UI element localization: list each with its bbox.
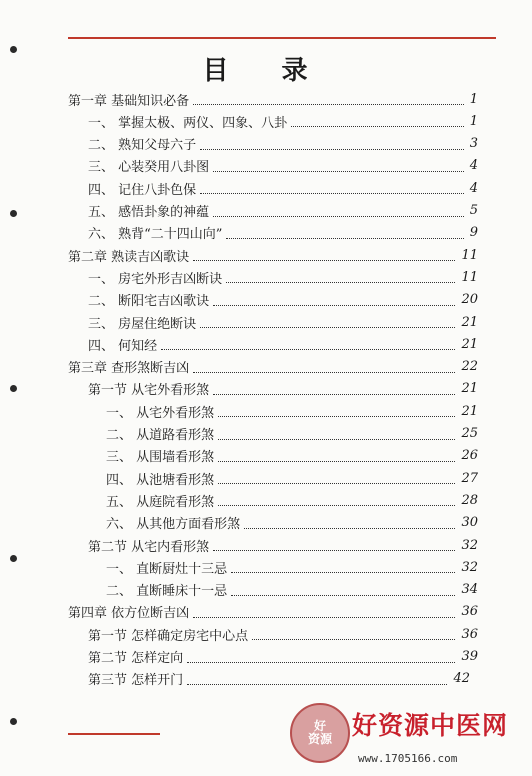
toc-leader-dots: [193, 616, 455, 618]
toc-entry: [106, 579, 478, 601]
toc-entry-label: 二、 从道路看形煞: [106, 428, 215, 443]
toc-entry: [106, 423, 478, 445]
toc-leader-dots: [213, 304, 455, 306]
toc-entry: [88, 378, 478, 400]
bottom-rule: [68, 733, 160, 735]
toc-entry-page: 27: [461, 470, 478, 486]
toc-entry: [68, 356, 478, 378]
toc-leader-dots: [226, 237, 463, 239]
toc-leader-dots: [200, 148, 464, 150]
toc-leader-dots: [193, 371, 455, 373]
binding-hole: [10, 385, 17, 392]
toc-entry-label: 一、 直断厨灶十三忌: [106, 561, 228, 577]
toc-entry-page: 21: [461, 381, 478, 397]
toc-entry: [106, 512, 478, 534]
toc-entry-page: 25: [461, 426, 478, 441]
toc-entry-label: 第一节 从宅外看形煞: [88, 383, 210, 399]
toc-entry-label: 三、 从围墙看形煞: [106, 450, 215, 466]
toc-entry-label: 第一节 怎样确定房宅中心点: [88, 628, 249, 644]
toc-entry-label: 三、 房屋住绝断诀: [88, 316, 197, 332]
toc-leader-dots: [187, 683, 447, 685]
toc-entry-label: 五、 感悟卦象的神蕴: [88, 205, 210, 220]
toc-entry: [106, 400, 478, 422]
toc-entry-page: 32: [461, 537, 478, 553]
toc-entry-page: 22: [461, 359, 478, 375]
toc-entry-page: 32: [461, 559, 478, 575]
toc-entry: [88, 222, 478, 244]
toc-entry: [88, 133, 478, 155]
toc-leader-dots: [187, 661, 455, 663]
toc-entry-page: 4: [469, 180, 478, 196]
toc-entry: [88, 623, 478, 645]
toc-entry-label: 第三章 查形煞断吉凶: [68, 361, 190, 377]
toc-leader-dots: [200, 192, 464, 194]
binding-hole: [10, 555, 17, 562]
toc-entry-label: 第一章 基础知识必备: [68, 93, 190, 109]
toc-entry-page: 11: [461, 269, 478, 285]
toc-leader-dots: [218, 504, 455, 506]
toc-leader-dots: [161, 348, 455, 350]
toc-entry-label: 第四章 依方位断吉凶: [68, 606, 190, 622]
toc-entry-page: 21: [461, 314, 478, 330]
toc-entry-page: 4: [469, 158, 478, 174]
toc-leader-dots: [231, 594, 455, 596]
toc-entry-page: 20: [461, 292, 478, 308]
toc-entry-label: 第三节 怎样开门: [88, 673, 184, 689]
toc-entry-page: 42: [453, 671, 470, 687]
toc-entry-page: 36: [461, 626, 478, 642]
toc-leader-dots: [213, 549, 455, 551]
toc-entry: [88, 200, 478, 222]
toc-leader-dots: [200, 326, 455, 328]
toc-entry: [88, 289, 478, 311]
toc-leader-dots: [218, 438, 455, 440]
toc-entry: [106, 489, 478, 511]
toc-entry: [106, 556, 478, 578]
toc-entry: [88, 110, 478, 132]
toc-entry-label: 第二章 熟读吉凶歌诀: [68, 249, 190, 265]
toc-entry-label: 六、 从其他方面看形煞: [106, 517, 241, 533]
toc-leader-dots: [218, 415, 455, 417]
top-rule: [68, 37, 496, 39]
toc-leader-dots: [193, 103, 464, 105]
toc-leader-dots: [213, 170, 464, 172]
toc-entry-label: 四、 记住八卦色保: [88, 182, 197, 198]
toc-leader-dots: [213, 393, 455, 395]
toc-leader-dots: [231, 571, 455, 573]
toc-entry-page: 28: [461, 492, 478, 508]
toc-entry-page: 36: [461, 604, 478, 620]
toc-leader-dots: [218, 460, 455, 462]
toc-entry-page: 26: [461, 448, 478, 464]
toc-entry-label: 一、 掌握太极、两仪、四象、八卦: [88, 115, 288, 131]
toc-leader-dots: [252, 638, 455, 640]
toc-entry-page: 9: [469, 225, 478, 241]
watermark-seal: 好 资源: [290, 703, 350, 763]
toc-entry-page: 1: [469, 91, 478, 107]
toc-entry: [88, 177, 478, 199]
toc-entry-page: 34: [461, 582, 478, 598]
toc-leader-dots: [291, 125, 464, 127]
toc-entry-page: 21: [461, 403, 478, 419]
toc-entry-label: 四、 何知经: [88, 338, 158, 354]
toc-entry: [88, 646, 478, 668]
page-title: 目 录: [202, 56, 330, 86]
toc-entry: [68, 601, 478, 623]
toc-entry-page: 5: [469, 203, 478, 218]
toc-entry-page: 1: [469, 113, 478, 129]
toc-entry-label: 第二节 从宅内看形煞: [88, 539, 210, 555]
toc-leader-dots: [244, 527, 455, 529]
toc-entry: [88, 266, 478, 288]
toc-entry-label: 三、 心装癸用八卦图: [88, 160, 210, 176]
toc-entry: [88, 534, 478, 556]
toc-leader-dots: [213, 215, 464, 217]
toc-entry: [88, 155, 478, 177]
binding-hole: [10, 210, 17, 217]
toc-entry-page: 39: [461, 649, 478, 664]
binding-hole: [10, 718, 17, 725]
toc-entry-label: 第二节 怎样定向: [88, 651, 184, 666]
toc-entry: [88, 333, 478, 355]
toc-leader-dots: [226, 281, 455, 283]
toc-entry-label: 二、 直断睡床十一忌: [106, 584, 228, 600]
toc-entry: [88, 311, 478, 333]
toc-entry-label: 一、 房宅外形吉凶断诀: [88, 271, 223, 287]
toc-entry-label: 五、 从庭院看形煞: [106, 494, 215, 510]
toc-entry-label: 六、 熟背“二十四山向”: [88, 227, 223, 243]
toc-entry-label: 二、 断阳宅吉凶歌诀: [88, 294, 210, 310]
toc-entry-page: 3: [469, 136, 478, 152]
toc-entry-page: 30: [461, 515, 478, 531]
toc-entry: [68, 244, 478, 266]
toc-entry: [106, 467, 478, 489]
toc-leader-dots: [193, 259, 455, 261]
toc-entry-page: 21: [461, 336, 478, 352]
toc-entry-label: 四、 从池塘看形煞: [106, 472, 215, 488]
toc-entry: [88, 668, 470, 690]
toc-entry: [106, 445, 478, 467]
watermark-url: www.1705166.com: [358, 752, 458, 765]
toc-leader-dots: [218, 482, 455, 484]
toc-entry: [68, 88, 478, 110]
toc-entry-label: 一、 从宅外看形煞: [106, 405, 215, 421]
toc-entry-label: 二、 熟知父母六子: [88, 138, 197, 154]
watermark-brand: 好资源中医网: [352, 711, 509, 740]
toc-entry-page: 11: [461, 247, 478, 263]
